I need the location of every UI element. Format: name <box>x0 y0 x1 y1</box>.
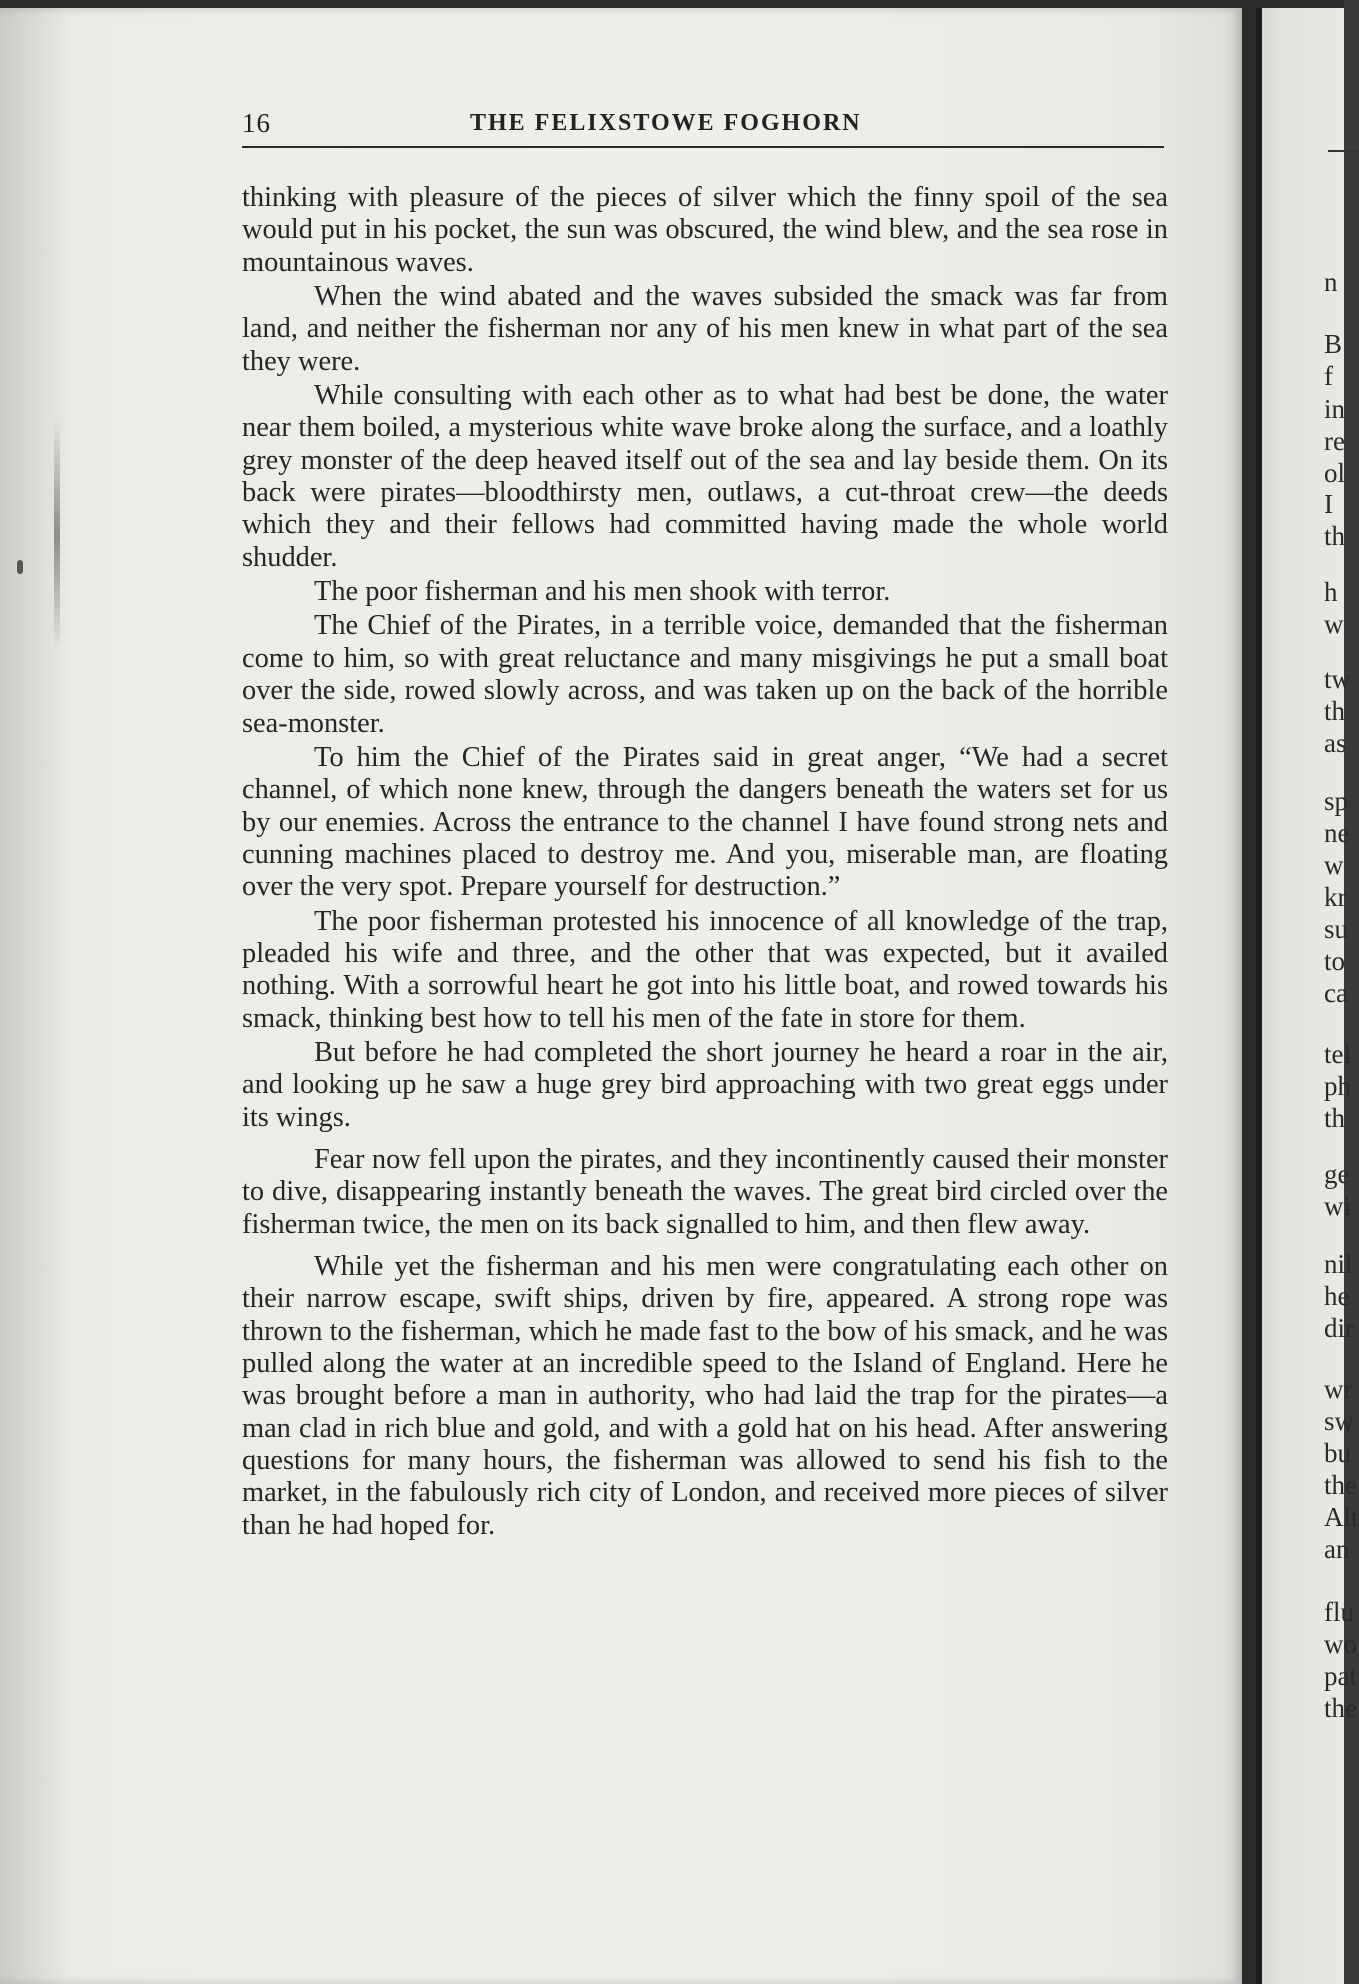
next-page-fragment: an <box>1324 1534 1350 1564</box>
next-page-fragment: kr <box>1324 882 1347 912</box>
next-page-fragment: the <box>1324 1693 1357 1723</box>
next-page-fragment: su <box>1324 914 1349 944</box>
paragraph: While consulting with each other as to what had best be done, the water near them boiled, a mysterious white wave broke along the surface, and a loathly grey monster of the deep heaved itself out of the sea and lay beside them. On its back were pirates—bloodthirsty men, outlaws, a cut-throat crew—the deeds which they and their fellows had committed having made the whole world shudder. <box>242 380 1168 573</box>
paragraph: Fear now fell upon the pirates, and they incontinently caused their monster to dive, disappearing instantly beneath the waves. The great bird circled over the fisherman twice, the men on its back signalled to him, and then flew away. <box>242 1143 1168 1240</box>
next-page-fragment: re <box>1324 426 1345 456</box>
next-page-edge <box>1256 8 1359 1984</box>
next-page-fragment: th <box>1324 521 1346 551</box>
paragraph: When the wind abated and the waves subsided the smack was far from land, and neither the fisherman nor any of his men knew in what part of the sea they were. <box>242 281 1168 377</box>
next-page-fragment: f <box>1324 361 1333 391</box>
next-page-fragment: as <box>1324 728 1347 758</box>
next-page-fragment: bu <box>1324 1438 1351 1468</box>
paragraph: To him the Chief of the Pirates said in great anger, “We had a secret channel, of which none knew, through the dangers beneath the waters set for us by our enemies. Across the entrance to the channel I have found strong nets and cunning machines placed to destroy me. And you, miserable man, are floating over the very spot. Prepare yourself for destruction.” <box>242 741 1168 903</box>
running-head: THE FELIXSTOWE FOGHORN <box>470 110 862 136</box>
next-page-fragment: to <box>1324 946 1346 976</box>
next-page-fragment: ne <box>1324 818 1350 848</box>
next-page-fragment: I <box>1324 489 1333 519</box>
next-page-fragment: in <box>1324 394 1346 424</box>
next-page-fragment: flu <box>1324 1597 1354 1627</box>
page-header <box>242 108 1170 148</box>
page-number: 16 <box>242 108 271 138</box>
next-page-fragment: h <box>1324 577 1338 607</box>
next-page-fragment: ol <box>1324 458 1346 488</box>
paragraph: While yet the fisherman and his men were congratulating each other on their narrow escape, swift ships, driven by fire, appeared. A strong rope was thrown to the fisherman, which he made fast to the bow of his smack, and he was pulled along the water at an incredible speed to the Island of England. Here he was brought before a man in authority, who had laid the trap for the pirates—a man clad in rich blue and gold, and with a gold hat on his head. After answering questions for many hours, the fisherman was allowed to send his fish to the market, in the fabulously rich city of London, and received more pieces of silver than he had hoped for. <box>242 1251 1168 1541</box>
paragraph: The poor fisherman protested his innocence of all knowledge of the trap, pleaded his wife and three, and the other that was expected, but it availed nothing. With a sorrowful heart he got into his little boat, and rowed towards his smack, thinking best how to tell his men of the fate in store for them. <box>242 905 1168 1034</box>
next-page-head-rule <box>1328 150 1358 152</box>
next-page-fragment: tel <box>1324 1039 1351 1069</box>
next-page-fragment: sw <box>1324 1406 1355 1436</box>
next-page-fragment: pat <box>1324 1661 1357 1691</box>
gutter-mark <box>54 420 60 650</box>
next-page-fragment: B <box>1324 329 1343 359</box>
next-page-fragment: wi <box>1324 1191 1351 1221</box>
paragraph: thinking with pleasure of the pieces of silver which the finny spoil of the sea would put in his pocket, the sun was obscured, the wind blew, and the sea rose in mountainous waves. <box>242 182 1168 278</box>
next-page-fragment: Alt <box>1324 1502 1359 1532</box>
next-page-fragment: the <box>1324 1470 1357 1500</box>
next-page-fragment: sp <box>1324 786 1349 816</box>
paragraph: But before he had completed the short journey he heard a roar in the air, and looking up he saw a huge grey bird approaching with two great eggs under its wings. <box>242 1036 1168 1133</box>
next-page-fragment: wr <box>1324 1374 1353 1404</box>
next-page-fragment: tw <box>1324 664 1351 694</box>
next-page-fragment: w <box>1324 850 1344 880</box>
next-page-fragment: ge <box>1324 1159 1350 1189</box>
next-page-fragment: nil <box>1324 1249 1353 1279</box>
next-page-fragment: n <box>1324 267 1338 297</box>
next-page-fragment: ca <box>1324 978 1348 1008</box>
next-page-fragment: w <box>1324 609 1344 639</box>
next-page-fragment: wo <box>1324 1629 1357 1659</box>
page-gutter-shadow <box>0 8 70 1984</box>
paragraph: The poor fisherman and his men shook with terror. <box>314 576 891 608</box>
article-body <box>242 182 1168 1542</box>
next-page-fragment: ph <box>1324 1071 1351 1101</box>
paragraph: The Chief of the Pirates, in a terrible voice, demanded that the fisherman come to him, so with great reluctance and many misgivings he put a small boat over the side, rowed slowly across, and was taken up on the back of the horrible sea-monster. <box>242 610 1168 739</box>
book-spine <box>1256 8 1262 1984</box>
gutter-dot <box>17 560 23 574</box>
next-page-fragment: th <box>1324 696 1346 726</box>
next-page-fragment: he <box>1324 1281 1350 1311</box>
header-rule <box>242 146 1164 148</box>
next-page-fragment: dir <box>1324 1313 1354 1343</box>
next-page-fragment: th <box>1324 1103 1346 1133</box>
